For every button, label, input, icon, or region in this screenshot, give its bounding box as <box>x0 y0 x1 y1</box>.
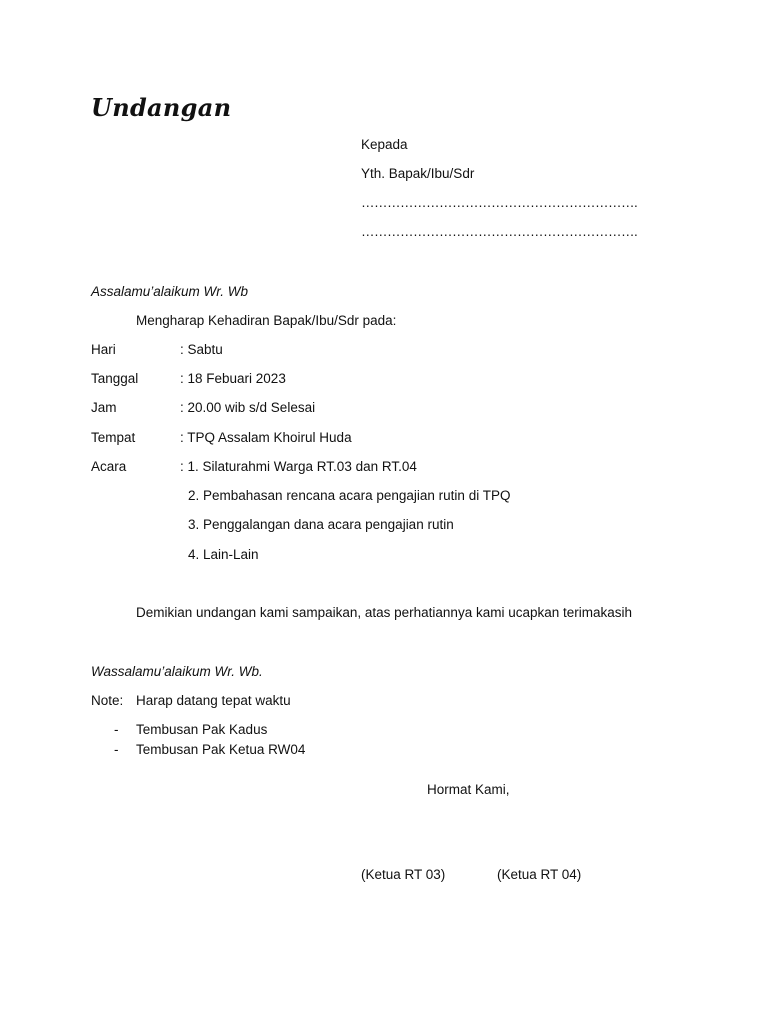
opening-greeting: Assalamu’alaikum Wr. Wb <box>91 284 249 299</box>
opening-sentence: Mengharap Kehadiran Bapak/Ibu/Sdr pada: <box>136 313 397 328</box>
closing-greeting: Wassalamu’alaikum Wr. Wb. <box>91 664 263 679</box>
detail-value-tanggal: : 18 Febuari 2023 <box>180 371 286 386</box>
detail-value-tempat: : TPQ Assalam Khoirul Huda <box>180 430 352 445</box>
detail-value-acara: : 1. Silaturahmi Warga RT.03 dan RT.04 <box>180 459 417 474</box>
acara-item: 2. Pembahasan rencana acara pengajian rutin di TPQ <box>188 488 511 503</box>
closing-sentence: Demikian undangan kami sampaikan, atas perhatiannya kami ucapkan terimakasih <box>136 605 633 620</box>
signature-ketua-rt03: (Ketua RT 03) <box>361 867 446 882</box>
detail-label-jam: Jam <box>91 400 117 415</box>
signature-ketua-rt04: (Ketua RT 04) <box>497 867 582 882</box>
acara-item: 3. Penggalangan dana acara pengajian rutin <box>188 517 454 532</box>
list-item: Tembusan Pak Kadus <box>136 722 268 737</box>
list-bullet: - <box>114 722 119 737</box>
recipient-kepada: Kepada <box>361 137 408 152</box>
note-label: Note: <box>91 693 124 708</box>
recipient-yth: Yth. Bapak/Ibu/Sdr <box>361 166 475 181</box>
detail-value-jam: : 20.00 wib s/d Selesai <box>180 400 316 415</box>
detail-value-hari: : Sabtu <box>180 342 223 357</box>
recipient-dotted-line-2: ………………………………………………………. <box>361 224 638 239</box>
recipient-dotted-line-1: ………………………………………………………. <box>361 195 638 210</box>
letter-title: Undangan <box>91 93 232 122</box>
acara-item: 4. Lain-Lain <box>188 547 259 562</box>
detail-label-hari: Hari <box>91 342 116 357</box>
detail-label-acara: Acara <box>91 459 127 474</box>
detail-label-tanggal: Tanggal <box>91 371 139 386</box>
note-text: Harap datang tepat waktu <box>136 693 291 708</box>
hormat-kami: Hormat Kami, <box>427 782 510 797</box>
list-item: Tembusan Pak Ketua RW04 <box>136 742 306 757</box>
detail-label-tempat: Tempat <box>91 430 136 445</box>
list-bullet: - <box>114 742 119 757</box>
